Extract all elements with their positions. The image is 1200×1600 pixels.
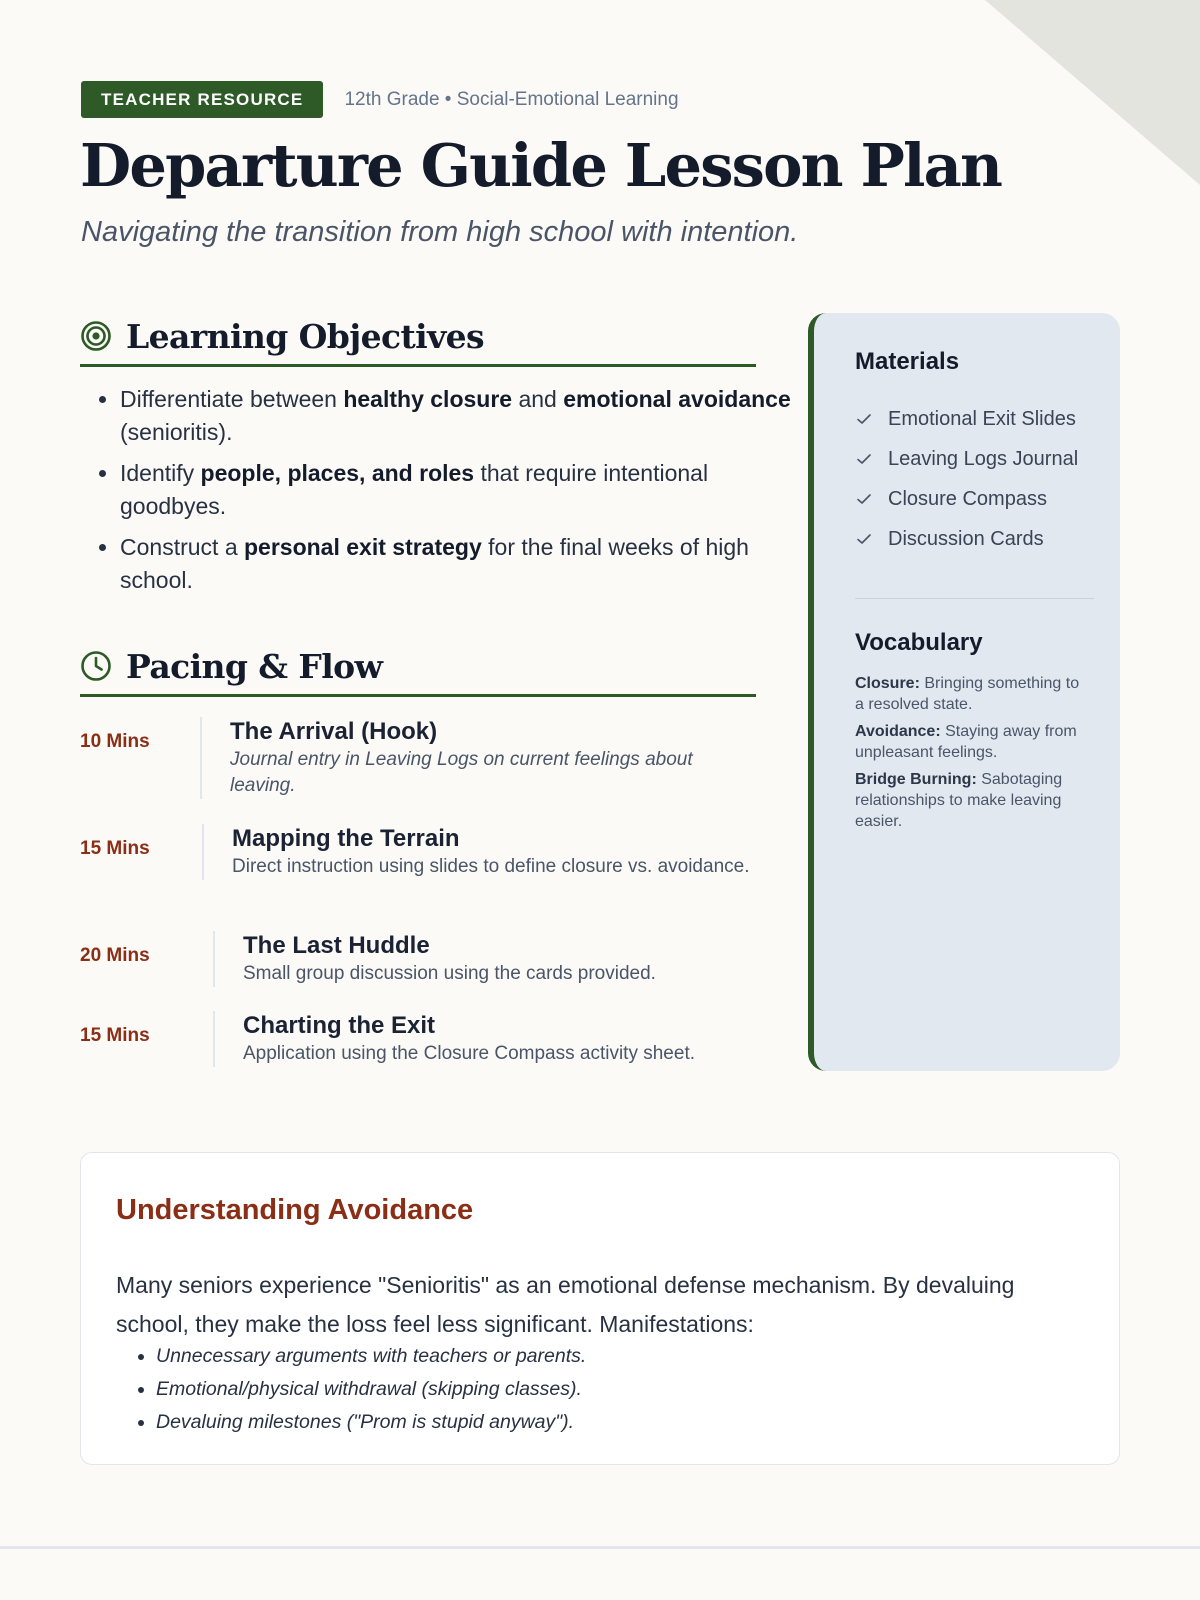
pacing-heading (80, 638, 756, 697)
vocab-entry: Bridge Burning: Sabotaging relationships to make leaving easier. (855, 771, 1063, 830)
material-item: Leaving Logs Journal (855, 439, 1078, 479)
materials-heading: Materials (855, 348, 960, 375)
page-subtitle: Navigating the transition from high school with intention. (81, 216, 799, 248)
vocab-entry: Closure: Bringing something to a resolved state. (855, 675, 1080, 713)
vocabulary-list (855, 673, 1091, 838)
avoidance-callout (80, 1152, 1120, 1465)
grade-topic: 12th Grade • Social-Emotional Learning (344, 88, 679, 110)
pacing-step (80, 824, 752, 880)
step-time: 15 Mins (80, 1025, 150, 1046)
step-title: The Last Huddle (243, 932, 430, 959)
target-icon (80, 320, 112, 352)
material-item: Emotional Exit Slides (855, 399, 1078, 439)
objectives-heading (80, 308, 756, 367)
corner-decoration (985, 0, 1200, 185)
pacing-title: Pacing & Flow (126, 646, 383, 686)
objectives-list (80, 383, 800, 605)
step-title: Mapping the Terrain (232, 825, 460, 852)
vocabulary-heading: Vocabulary (855, 629, 983, 656)
header-meta (81, 81, 679, 118)
callout-heading: Understanding Avoidance (116, 1194, 474, 1226)
step-desc: Small group discussion using the cards provided. (243, 963, 656, 984)
objective-item: • Differentiate between healthy closure and emotional avoidance (senioritis). (120, 383, 800, 449)
sidebar-divider (855, 598, 1094, 599)
check-icon (855, 450, 873, 468)
pacing-step (80, 717, 750, 799)
manifestation-item: • Devaluing milestones ("Prom is stupid anyway"). (156, 1406, 586, 1439)
step-desc: Application using the Closure Compass activity sheet. (243, 1043, 696, 1064)
manifestation-item: • Emotional/physical withdrawal (skipping classes). (156, 1373, 586, 1406)
check-icon (855, 490, 873, 508)
step-title: Charting the Exit (243, 1012, 436, 1039)
materials-list (855, 399, 1078, 559)
check-icon (855, 410, 873, 428)
material-item: Closure Compass (855, 479, 1078, 519)
manifestation-item: • Unnecessary arguments with teachers or parents. (156, 1340, 586, 1373)
step-time: 10 Mins (80, 731, 150, 752)
step-time: 20 Mins (80, 945, 150, 966)
resource-badge: TEACHER RESOURCE (81, 81, 323, 118)
footer-rule (0, 1546, 1200, 1549)
callout-body: Many seniors experience "Senioritis" as an emotional defense mechanism. By devaluing school, they make the loss feel less significant. Manifestations: (116, 1272, 1015, 1337)
pacing-step (80, 931, 763, 987)
objectives-title: Learning Objectives (126, 316, 485, 356)
objective-item: • Identify people, places, and roles that require intentional goodbyes. (120, 457, 800, 523)
objective-item: • Construct a personal exit strategy for the final weeks of high school. (120, 531, 800, 597)
step-title: The Arrival (Hook) (230, 718, 438, 745)
clock-icon (80, 650, 112, 682)
vocab-entry: Avoidance: Staying away from unpleasant feelings. (855, 723, 1077, 761)
pacing-step (80, 1011, 763, 1067)
manifestations-list (116, 1340, 586, 1439)
sidebar-panel (808, 313, 1120, 1071)
material-item: Discussion Cards (855, 519, 1078, 559)
step-time: 15 Mins (80, 838, 150, 859)
page-title: Departure Guide Lesson Plan (80, 131, 1002, 200)
step-desc: Journal entry in Leaving Logs on current feelings about leaving. (230, 749, 693, 796)
step-desc: Direct instruction using slides to define closure vs. avoidance. (232, 856, 750, 877)
check-icon (855, 530, 873, 548)
